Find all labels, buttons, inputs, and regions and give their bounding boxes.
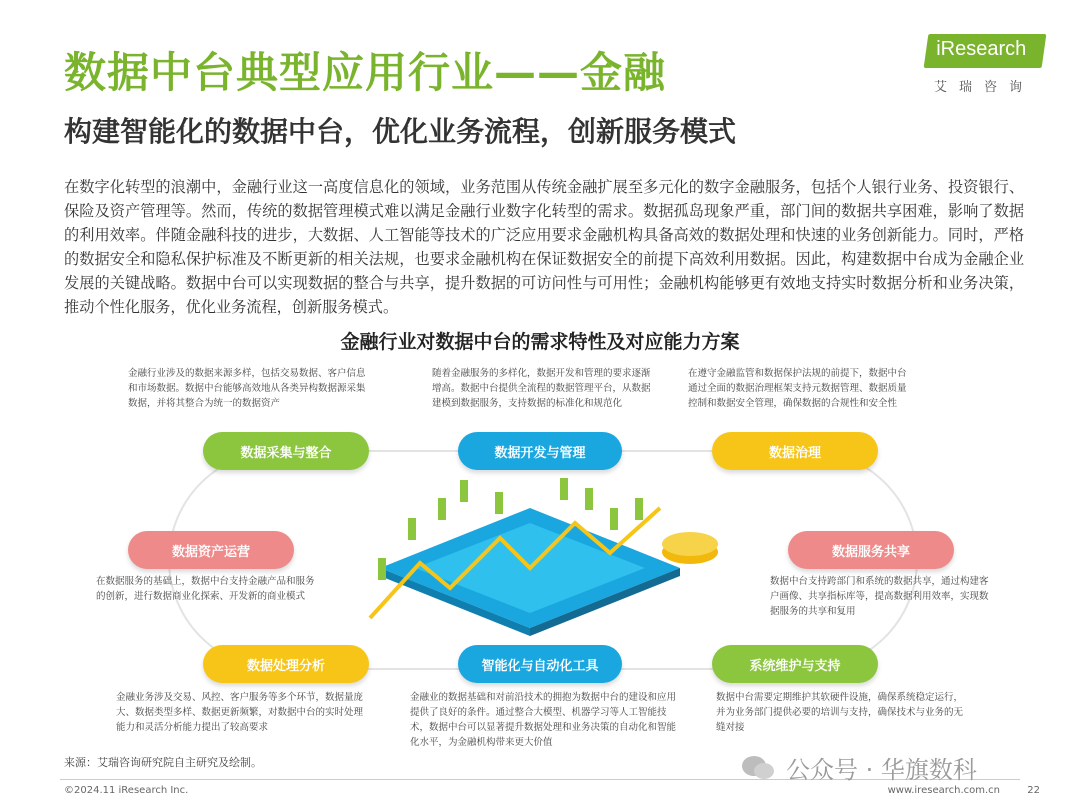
node-label: 系统维护与支持	[749, 658, 841, 674]
intro-paragraph: 在数字化转型的浪潮中，金融行业这一高度信息化的领域，业务范围从传统金融扩展至多元化的数字金融服务，包括个人银行业务、投资银行、保险及资产管理等。然而，传统的数据管理模式难以满足金融行业数字化转型的需求。数据孤岛现象严重，部门间的数据共享困难，影响了数据的利用效率。伴随金融科技的进步，大数据、人工智能等技术的广泛应用要求金融机构具备高效的数据处理和快速的业务创新能力。同时，严格的数据安全和隐私保护标准及不断更新的相关法规，也要求金融机构在保证数据安全的前提下高效利用数据。因此，构建数据中台成为金融企业发展的关键战略。数据中台可以实现数据的整合与共享，提升数据的可访问性与可用性；金融机构能够更有效地支持实时数据分析和业务决策，推动个性化服务，优化业务流程，创新服务模式。	[64, 178, 1024, 316]
wechat-icon	[740, 754, 776, 782]
node-data-governance	[712, 432, 878, 470]
node-label: 数据资产运营	[171, 544, 250, 560]
node-label: 数据开发与管理	[494, 445, 586, 461]
candle	[610, 508, 618, 530]
intel-desc: 金融业的数据基础和对前沿技术的拥抱为数据中台的建设和应用提供了良好的条件。通过整合大模型、机器学习等人工智能技术，数据中台可以显著提升数据处理和业务决策的自动化和智能化水平，为金融机构带来更大价值	[410, 692, 677, 748]
node-label: 数据服务共享	[831, 544, 910, 560]
collect-desc: 金融行业涉及的数据来源多样，包括交易数据、客户信息和市场数据。数据中台能够高效地从各类异构数据源采集数据，并将其整合为统一的数据资产	[128, 368, 366, 409]
node-system-maintenance	[712, 645, 878, 683]
candle	[378, 558, 386, 580]
ops-desc: 数据中台需要定期维护其软硬件设施，确保系统稳定运行，并为业务部门提供必要的培训与支持，确保技术与业务的无缝对接	[716, 692, 964, 733]
node-label: 数据采集与整合	[240, 445, 332, 461]
develop-desc: 随着金融服务的多样化，数据开发和管理的要求逐渐增高。数据中台提供全流程的数据管理平台，从数据建模到数据服务，支持数据的标准化和规范化	[432, 368, 651, 409]
page-subtitle: 构建智能化的数据中台，优化业务流程，创新服务模式	[64, 115, 737, 148]
logo-wordmark	[924, 34, 1047, 68]
node-label: 数据处理分析	[246, 658, 325, 674]
candle	[438, 498, 446, 520]
footer-copyright: ©2024.11 iResearch Inc.	[64, 785, 189, 796]
share-desc: 数据中台支持跨部门和系统的数据共享，通过构建客户画像、共享指标库等，提高数据利用效率，实现数据服务的共享和复用	[770, 576, 989, 617]
process-desc: 金融业务涉及交易、风控、客户服务等多个环节，数据量庞大、数据类型多样、数据更新频繁，对数据中台的实时处理能力和灵活分析能力提出了较高要求	[116, 692, 364, 733]
node-data-collection	[203, 432, 369, 470]
logo-text: iResearch	[936, 38, 1027, 60]
node-data-processing	[203, 645, 369, 683]
page-number: 22	[1027, 785, 1040, 796]
candle	[495, 492, 503, 514]
asset-desc: 在数据服务的基础上，数据中台支持金融产品和服务的创新，进行数据商业化探索、开发新的商业模式	[96, 576, 315, 602]
node-data-asset-ops	[128, 531, 294, 569]
footer-url: www.iresearch.com.cn	[887, 785, 1000, 796]
finance-tablet-illustration	[360, 468, 720, 638]
node-label: 智能化与自动化工具	[481, 658, 599, 674]
candle	[560, 478, 568, 500]
source-note: 来源：艾瑞咨询研究院自主研究及绘制。	[64, 756, 262, 769]
iresearch-logo	[926, 34, 1046, 96]
candle	[635, 498, 643, 520]
candle	[460, 480, 468, 502]
watermark-text: 公众号 · 华旗数科	[786, 756, 977, 784]
candle	[408, 518, 416, 540]
coin-icon	[662, 532, 718, 556]
watermark	[740, 750, 977, 785]
diagram-title: 金融行业对数据中台的需求特性及对应能力方案	[340, 331, 740, 353]
node-intelligent-tools	[458, 645, 622, 683]
logo-cn-text: 艾瑞咨询	[934, 80, 1035, 95]
node-data-development	[458, 432, 622, 470]
candle	[585, 488, 593, 510]
page-title: 数据中台典型应用行业——金融	[64, 48, 667, 97]
node-data-service-sharing	[788, 531, 954, 569]
node-label: 数据治理	[768, 445, 821, 461]
govern-desc: 在遵守金融监管和数据保护法规的前提下，数据中台通过全面的数据治理框架支持元数据管理、数据质量控制和数据安全管理，确保数据的合规性和安全性	[688, 368, 907, 409]
